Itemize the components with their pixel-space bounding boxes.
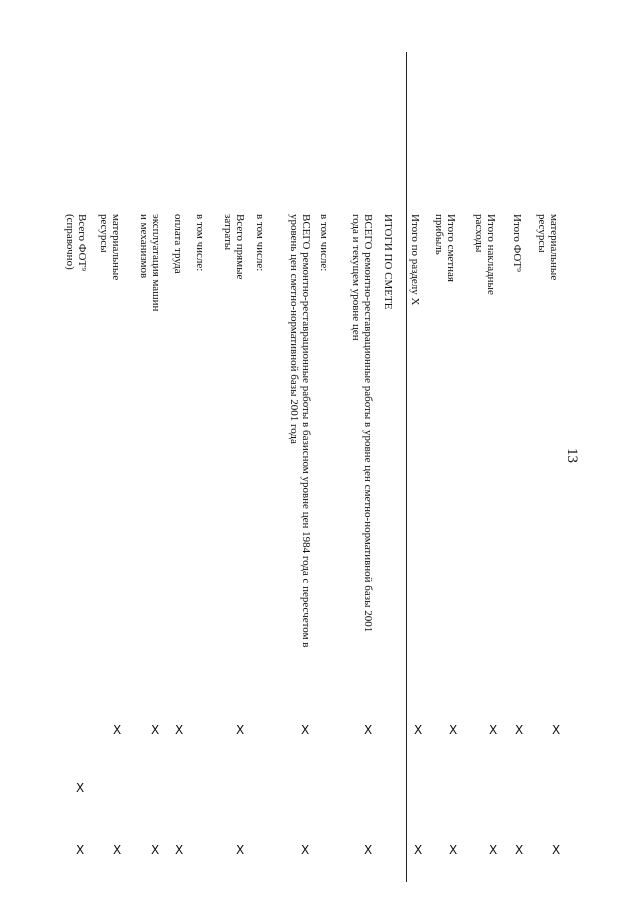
row-direct-costs: Всего прямые затраты <box>222 214 246 280</box>
row-total-fot: Итого ФОТ⁹ <box>511 214 523 272</box>
mark-x: X <box>414 723 423 737</box>
row-including-1: в том числе: <box>318 214 330 272</box>
row-including-3: в том числе: <box>194 214 206 272</box>
mark-x: X <box>489 723 498 737</box>
mark-x: X <box>151 843 160 857</box>
mark-x: X <box>552 843 561 857</box>
row-profit: Итого сметная прибыль <box>433 214 457 282</box>
mark-x: X <box>113 843 122 857</box>
mark-x: X <box>301 723 310 737</box>
row-machines: эксплуатация машин и механизмов <box>138 214 162 312</box>
row-materials: материальные ресурсы <box>536 214 560 281</box>
totals-heading: ИТОГИ ПО СМЕТЕ <box>382 214 394 310</box>
row-labor-pay: оплата труда <box>172 214 184 274</box>
row-grand-total-1984: ВСЕГО ремонтно-реставрационные работы в базисном уровне цен 1984 года с пересчетом в уровень цен сметно-нормативной базы 2001 года <box>288 214 312 648</box>
row-grand-total-2001: ВСЕГО ремонтно-реставрационные работы в уровне цен сметно-нормативной базы 2001 года и текущем уровне цен <box>350 214 374 633</box>
table-divider <box>406 52 407 882</box>
row-overhead: Итого накладные расходы <box>473 214 497 295</box>
row-materials-2: материальные ресурсы <box>98 214 122 281</box>
mark-x: X <box>175 843 184 857</box>
mark-x: X <box>76 843 85 857</box>
mark-x: X <box>414 843 423 857</box>
mark-x: X <box>175 723 184 737</box>
page-number: 13 <box>564 448 580 463</box>
mark-x: X <box>515 723 524 737</box>
mark-x: X <box>515 843 524 857</box>
mark-x: X <box>236 843 245 857</box>
mark-x: X <box>364 723 373 737</box>
mark-x: X <box>76 781 85 795</box>
mark-x: X <box>489 843 498 857</box>
mark-x: X <box>301 843 310 857</box>
mark-x: X <box>113 723 122 737</box>
mark-x: X <box>364 843 373 857</box>
row-including-2: в том числе: <box>254 214 266 272</box>
mark-x: X <box>236 723 245 737</box>
mark-x: X <box>552 723 561 737</box>
row-total-fot-ref: Всего ФОТ⁹ (справочно) <box>64 214 88 272</box>
mark-x: X <box>151 723 160 737</box>
mark-x: X <box>449 843 458 857</box>
row-section-total: Итого по разделу X <box>409 214 421 306</box>
mark-x: X <box>449 723 458 737</box>
